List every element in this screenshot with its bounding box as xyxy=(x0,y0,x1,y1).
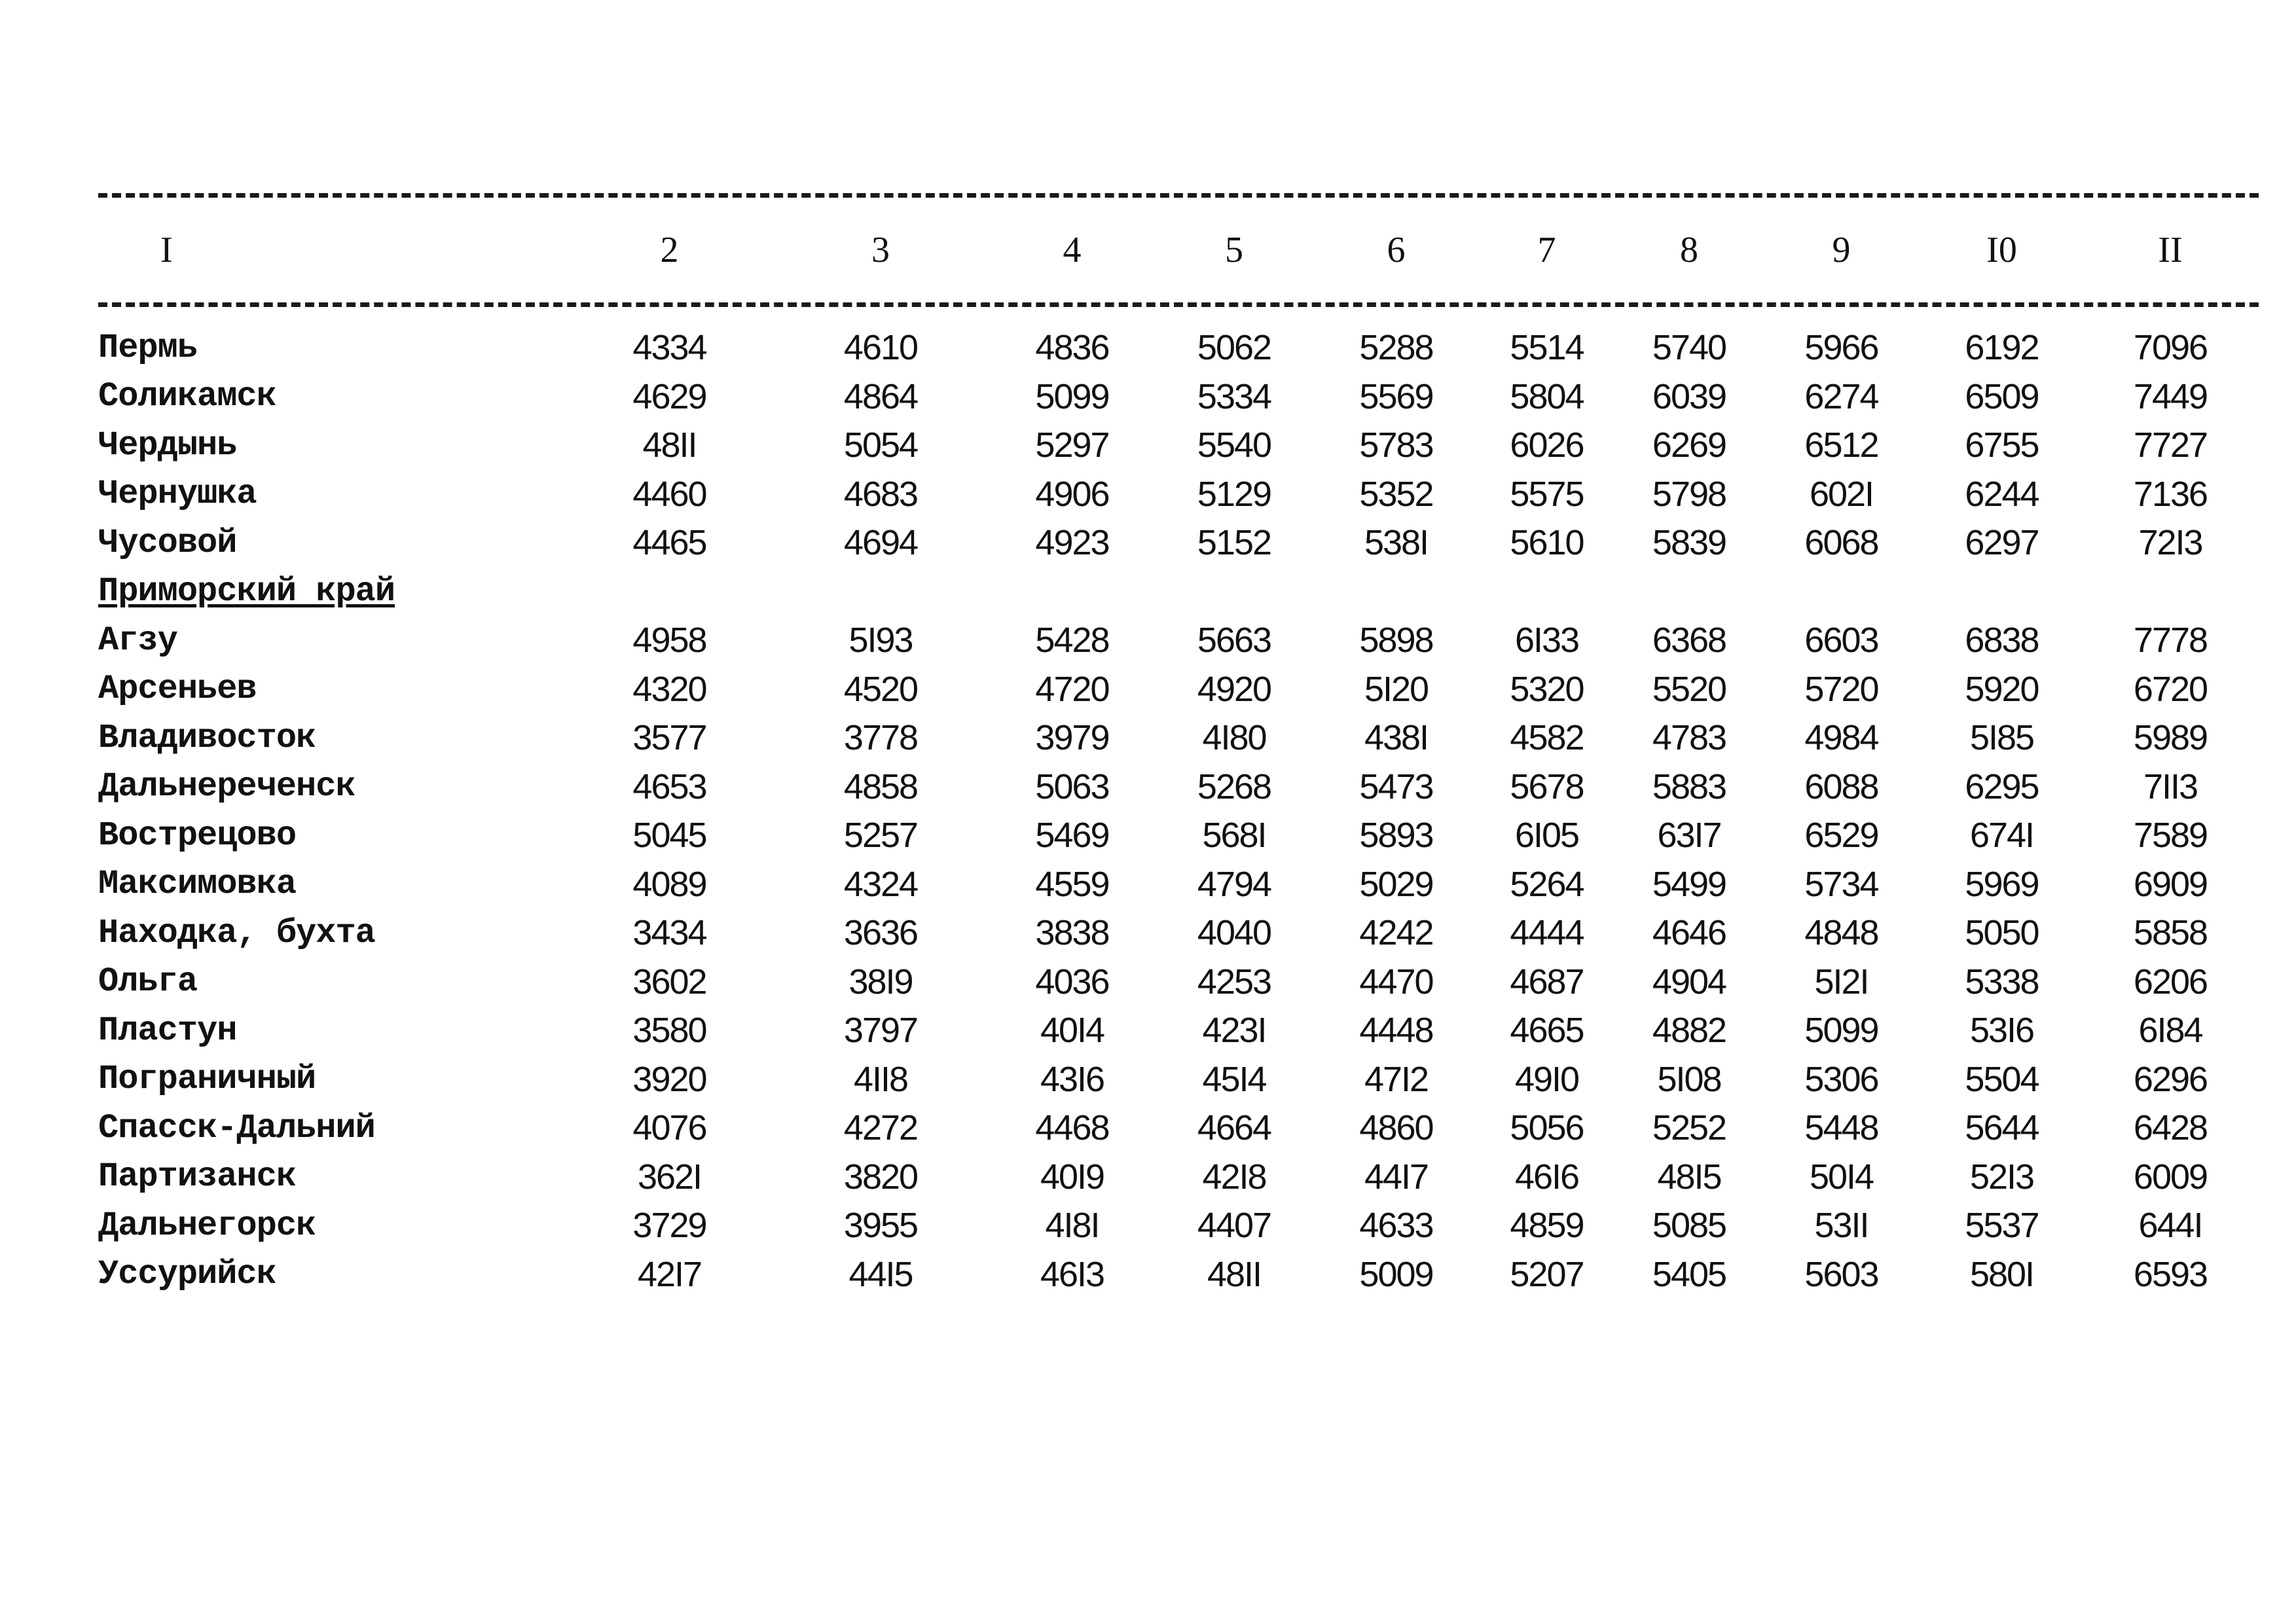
header-cell: 6 xyxy=(1387,230,1406,270)
table-row xyxy=(98,909,2259,958)
row-name: Дальнереченск xyxy=(98,767,355,806)
value-cell: 4859 xyxy=(1510,1206,1584,1246)
value-cell: 5045 xyxy=(632,816,706,856)
value-cell: 5063 xyxy=(1035,767,1109,806)
value-cell: 5734 xyxy=(1804,864,1878,904)
value-cell: 438I xyxy=(1364,718,1429,758)
value-cell: 5499 xyxy=(1652,864,1726,904)
table-row xyxy=(98,372,2259,422)
value-cell: 4794 xyxy=(1197,864,1271,904)
value-cell: 538I xyxy=(1364,523,1429,563)
table-row xyxy=(98,713,2259,763)
value-cell: 45I4 xyxy=(1202,1059,1266,1099)
value-cell: 7096 xyxy=(2133,328,2208,368)
value-cell: 6428 xyxy=(2133,1108,2208,1148)
value-cell: 5569 xyxy=(1359,376,1433,416)
row-name: Уссурийск xyxy=(98,1255,276,1294)
value-cell: 6909 xyxy=(2133,864,2208,904)
value-cell: 44I7 xyxy=(1364,1157,1429,1197)
value-cell: 4687 xyxy=(1510,962,1584,1001)
header-cell: I xyxy=(160,230,173,270)
value-cell: 602I xyxy=(1809,474,1874,514)
value-cell: 4036 xyxy=(1035,962,1109,1001)
value-cell: 4720 xyxy=(1035,669,1109,709)
value-cell: 6296 xyxy=(2133,1059,2208,1099)
value-cell: 3636 xyxy=(843,913,918,953)
row-name: Владивосток xyxy=(98,718,316,757)
row-name: Агзу xyxy=(98,621,177,660)
header-cell: I0 xyxy=(1986,230,2017,270)
header-cell: 7 xyxy=(1537,230,1556,270)
value-cell: 5I85 xyxy=(1969,718,2034,758)
value-cell: 5099 xyxy=(1804,1011,1878,1051)
value-cell: 48II xyxy=(1207,1254,1262,1294)
value-cell: 4836 xyxy=(1035,328,1109,368)
value-cell: 4444 xyxy=(1510,913,1584,953)
value-cell: 3602 xyxy=(632,962,706,1001)
value-cell: 3920 xyxy=(632,1059,706,1099)
value-cell: 50I4 xyxy=(1809,1157,1874,1197)
value-cell: 4I80 xyxy=(1202,718,1266,758)
value-cell: 5405 xyxy=(1652,1254,1726,1294)
value-cell: 4653 xyxy=(632,767,706,806)
value-cell: 5663 xyxy=(1197,621,1271,660)
value-cell: 5297 xyxy=(1035,425,1109,465)
value-cell: 7778 xyxy=(2133,621,2208,660)
value-cell: 5050 xyxy=(1965,913,2039,953)
value-cell: 5352 xyxy=(1359,474,1433,514)
value-cell: 5893 xyxy=(1359,816,1433,856)
value-cell: 5798 xyxy=(1652,474,1726,514)
value-cell: 568I xyxy=(1202,816,1266,856)
value-cell: 4920 xyxy=(1197,669,1271,709)
value-cell: 423I xyxy=(1202,1011,1266,1051)
value-cell: 4520 xyxy=(843,669,918,709)
header-cell: II xyxy=(2158,230,2183,270)
table-row xyxy=(98,323,2259,372)
table-row xyxy=(98,1250,2259,1299)
value-cell: 5I93 xyxy=(848,621,913,660)
value-cell: 4958 xyxy=(632,621,706,660)
value-cell: 4610 xyxy=(843,328,918,368)
value-cell: 5783 xyxy=(1359,425,1433,465)
row-name: Ольга xyxy=(98,962,198,1001)
value-cell: 4858 xyxy=(843,767,918,806)
row-name: Чусовой xyxy=(98,523,237,562)
value-cell: 40I4 xyxy=(1040,1011,1104,1051)
value-cell: 5883 xyxy=(1652,767,1726,806)
value-cell: 5448 xyxy=(1804,1108,1878,1148)
value-cell: 4694 xyxy=(843,523,918,563)
value-cell: 6755 xyxy=(1965,425,2039,465)
value-cell: 40I9 xyxy=(1040,1157,1104,1197)
value-cell: 3580 xyxy=(632,1011,706,1051)
value-cell: 6838 xyxy=(1965,621,2039,660)
value-cell: 5575 xyxy=(1510,474,1584,514)
value-cell: 5129 xyxy=(1197,474,1271,514)
row-name: Пластун xyxy=(98,1011,237,1050)
value-cell: 4664 xyxy=(1197,1108,1271,1148)
value-cell: 362I xyxy=(637,1157,702,1197)
table-row xyxy=(98,1201,2259,1250)
value-cell: 5537 xyxy=(1965,1206,2039,1246)
value-cell: 5099 xyxy=(1035,376,1109,416)
value-cell: 6206 xyxy=(2133,962,2208,1001)
value-cell: 5678 xyxy=(1510,767,1584,806)
row-name: Находка, бухта xyxy=(98,913,375,952)
value-cell: 6509 xyxy=(1965,376,2039,416)
value-cell: 5469 xyxy=(1035,816,1109,856)
value-cell: 53I6 xyxy=(1969,1011,2034,1051)
value-cell: 4I8I xyxy=(1045,1206,1099,1246)
data-table xyxy=(98,193,2259,1299)
value-cell: 4984 xyxy=(1804,718,1878,758)
value-cell: 4407 xyxy=(1197,1206,1271,1246)
value-cell: 43I6 xyxy=(1040,1059,1104,1099)
value-cell: 6512 xyxy=(1804,425,1878,465)
value-cell: 5858 xyxy=(2133,913,2208,953)
table-body xyxy=(98,307,2259,1299)
value-cell: 5644 xyxy=(1965,1108,2039,1148)
value-cell: 3729 xyxy=(632,1206,706,1246)
value-cell: 7727 xyxy=(2133,425,2208,465)
value-cell: 5473 xyxy=(1359,767,1433,806)
value-cell: 6026 xyxy=(1510,425,1584,465)
value-cell: 4633 xyxy=(1359,1206,1433,1246)
header-cell: 9 xyxy=(1832,230,1851,270)
value-cell: 47I2 xyxy=(1364,1059,1429,1099)
value-cell: 3577 xyxy=(632,718,706,758)
value-cell: 5264 xyxy=(1510,864,1584,904)
value-cell: 3778 xyxy=(843,718,918,758)
row-name: Чернушка xyxy=(98,475,257,514)
value-cell: 5720 xyxy=(1804,669,1878,709)
table-row xyxy=(98,1055,2259,1104)
value-cell: 5I08 xyxy=(1657,1059,1721,1099)
value-cell: 5334 xyxy=(1197,376,1271,416)
value-cell: 5969 xyxy=(1965,864,2039,904)
value-cell: 5989 xyxy=(2133,718,2208,758)
header-cell: 4 xyxy=(1063,230,1082,270)
value-cell: 42I8 xyxy=(1202,1157,1266,1197)
value-cell: 6I05 xyxy=(1514,816,1579,856)
value-cell: 4470 xyxy=(1359,962,1433,1001)
row-name: Пермь xyxy=(98,328,198,367)
value-cell: 5520 xyxy=(1652,669,1726,709)
value-cell: 46I3 xyxy=(1040,1254,1104,1294)
table-row xyxy=(98,1104,2259,1153)
value-cell: 4272 xyxy=(843,1108,918,1148)
table-row xyxy=(98,616,2259,665)
value-cell: 5603 xyxy=(1804,1254,1878,1294)
value-cell: 5054 xyxy=(843,425,918,465)
table-row xyxy=(98,518,2259,568)
value-cell: 4076 xyxy=(632,1108,706,1148)
value-cell: 4324 xyxy=(843,864,918,904)
value-cell: 5I2I xyxy=(1814,962,1868,1001)
value-cell: 5514 xyxy=(1510,328,1584,368)
value-cell: 7136 xyxy=(2133,474,2208,514)
value-cell: 6192 xyxy=(1965,328,2039,368)
value-cell: 5540 xyxy=(1197,425,1271,465)
value-cell: 4334 xyxy=(632,328,706,368)
value-cell: 4253 xyxy=(1197,962,1271,1001)
section-row xyxy=(98,568,2259,617)
value-cell: 5428 xyxy=(1035,621,1109,660)
value-cell: 4468 xyxy=(1035,1108,1109,1148)
value-cell: 4864 xyxy=(843,376,918,416)
value-cell: 53II xyxy=(1814,1206,1868,1246)
value-cell: 4860 xyxy=(1359,1108,1433,1148)
value-cell: 6039 xyxy=(1652,376,1726,416)
value-cell: 6720 xyxy=(2133,669,2208,709)
top-rule xyxy=(98,193,2259,198)
value-cell: 5029 xyxy=(1359,864,1433,904)
value-cell: 4089 xyxy=(632,864,706,904)
value-cell: 4906 xyxy=(1035,474,1109,514)
value-cell: 6297 xyxy=(1965,523,2039,563)
value-cell: 6295 xyxy=(1965,767,2039,806)
value-cell: 6274 xyxy=(1804,376,1878,416)
value-cell: 6068 xyxy=(1804,523,1878,563)
value-cell: 5009 xyxy=(1359,1254,1433,1294)
value-cell: 5338 xyxy=(1965,962,2039,1001)
row-name: Вострецово xyxy=(98,816,297,855)
value-cell: 4582 xyxy=(1510,718,1584,758)
row-name: Арсеньев xyxy=(98,670,257,709)
value-cell: 6593 xyxy=(2133,1254,2208,1294)
value-cell: 3955 xyxy=(843,1206,918,1246)
value-cell: 580I xyxy=(1969,1254,2034,1294)
value-cell: 5740 xyxy=(1652,328,1726,368)
table-row xyxy=(98,763,2259,812)
row-name: Партизанск xyxy=(98,1157,297,1197)
table-row xyxy=(98,421,2259,470)
value-cell: 6088 xyxy=(1804,767,1878,806)
value-cell: 48I5 xyxy=(1657,1157,1721,1197)
header-cell: 5 xyxy=(1225,230,1243,270)
table-row xyxy=(98,958,2259,1007)
value-cell: 52I3 xyxy=(1969,1157,2034,1197)
value-cell: 4629 xyxy=(632,376,706,416)
value-cell: 5268 xyxy=(1197,767,1271,806)
value-cell: 5152 xyxy=(1197,523,1271,563)
value-cell: 4242 xyxy=(1359,913,1433,953)
value-cell: 5I20 xyxy=(1364,669,1429,709)
value-cell: 5257 xyxy=(843,816,918,856)
value-cell: 5288 xyxy=(1359,328,1433,368)
row-name: Соликамск xyxy=(98,377,276,416)
value-cell: 6603 xyxy=(1804,621,1878,660)
value-cell: 644I xyxy=(2138,1206,2202,1246)
value-cell: 4665 xyxy=(1510,1011,1584,1051)
value-cell: 6269 xyxy=(1652,425,1726,465)
value-cell: 6I84 xyxy=(2138,1011,2202,1051)
value-cell: 6244 xyxy=(1965,474,2039,514)
value-cell: 6I33 xyxy=(1514,621,1579,660)
value-cell: 42I7 xyxy=(637,1254,702,1294)
value-cell: 63I7 xyxy=(1657,816,1721,856)
header-cell: 2 xyxy=(660,230,679,270)
value-cell: 7449 xyxy=(2133,376,2208,416)
value-cell: 4646 xyxy=(1652,913,1726,953)
value-cell: 4683 xyxy=(843,474,918,514)
value-cell: 5085 xyxy=(1652,1206,1726,1246)
value-cell: 5056 xyxy=(1510,1108,1584,1148)
value-cell: 7II3 xyxy=(2143,767,2198,806)
value-cell: 6529 xyxy=(1804,816,1878,856)
value-cell: 4848 xyxy=(1804,913,1878,953)
value-cell: 4040 xyxy=(1197,913,1271,953)
value-cell: 4448 xyxy=(1359,1011,1433,1051)
value-cell: 5966 xyxy=(1804,328,1878,368)
header-row xyxy=(98,198,2259,302)
value-cell: 5920 xyxy=(1965,669,2039,709)
value-cell: 5320 xyxy=(1510,669,1584,709)
value-cell: 4320 xyxy=(632,669,706,709)
header-cell: 8 xyxy=(1680,230,1698,270)
value-cell: 4882 xyxy=(1652,1011,1726,1051)
value-cell: 4783 xyxy=(1652,718,1726,758)
value-cell: 48II xyxy=(642,425,697,465)
value-cell: 5898 xyxy=(1359,621,1433,660)
value-cell: 3820 xyxy=(843,1157,918,1197)
header-cell: 3 xyxy=(871,230,890,270)
value-cell: 674I xyxy=(1969,816,2034,856)
value-cell: 49I0 xyxy=(1514,1059,1579,1099)
row-name: Чердынь xyxy=(98,425,237,465)
value-cell: 4923 xyxy=(1035,523,1109,563)
value-cell: 72I3 xyxy=(2138,523,2202,563)
value-cell: 46I6 xyxy=(1514,1157,1579,1197)
value-cell: 4559 xyxy=(1035,864,1109,904)
value-cell: 3434 xyxy=(632,913,706,953)
value-cell: 3979 xyxy=(1035,718,1109,758)
table-row xyxy=(98,1153,2259,1202)
value-cell: 5804 xyxy=(1510,376,1584,416)
value-cell: 4II8 xyxy=(853,1059,908,1099)
value-cell: 5306 xyxy=(1804,1059,1878,1099)
table-row xyxy=(98,811,2259,860)
value-cell: 4460 xyxy=(632,474,706,514)
row-name: Дальнегорск xyxy=(98,1206,316,1245)
value-cell: 38I9 xyxy=(848,962,913,1001)
value-cell: 4465 xyxy=(632,523,706,563)
value-cell: 3797 xyxy=(843,1011,918,1051)
table-row xyxy=(98,860,2259,909)
value-cell: 5252 xyxy=(1652,1108,1726,1148)
row-name: Спасск-Дальний xyxy=(98,1108,375,1147)
value-cell: 6368 xyxy=(1652,621,1726,660)
row-name: Пограничный xyxy=(98,1060,316,1099)
table-row xyxy=(98,1006,2259,1055)
row-name: Максимовка xyxy=(98,865,297,904)
section-title: Приморский край xyxy=(98,572,395,611)
value-cell: 3838 xyxy=(1035,913,1109,953)
header-rule xyxy=(98,302,2259,307)
value-cell: 44I5 xyxy=(848,1254,913,1294)
value-cell: 6009 xyxy=(2133,1157,2208,1197)
value-cell: 5610 xyxy=(1510,523,1584,563)
value-cell: 5207 xyxy=(1510,1254,1584,1294)
value-cell: 5504 xyxy=(1965,1059,2039,1099)
value-cell: 7589 xyxy=(2133,816,2208,856)
value-cell: 5839 xyxy=(1652,523,1726,563)
value-cell: 4904 xyxy=(1652,962,1726,1001)
value-cell: 5062 xyxy=(1197,328,1271,368)
table-row xyxy=(98,665,2259,714)
table-row xyxy=(98,470,2259,519)
